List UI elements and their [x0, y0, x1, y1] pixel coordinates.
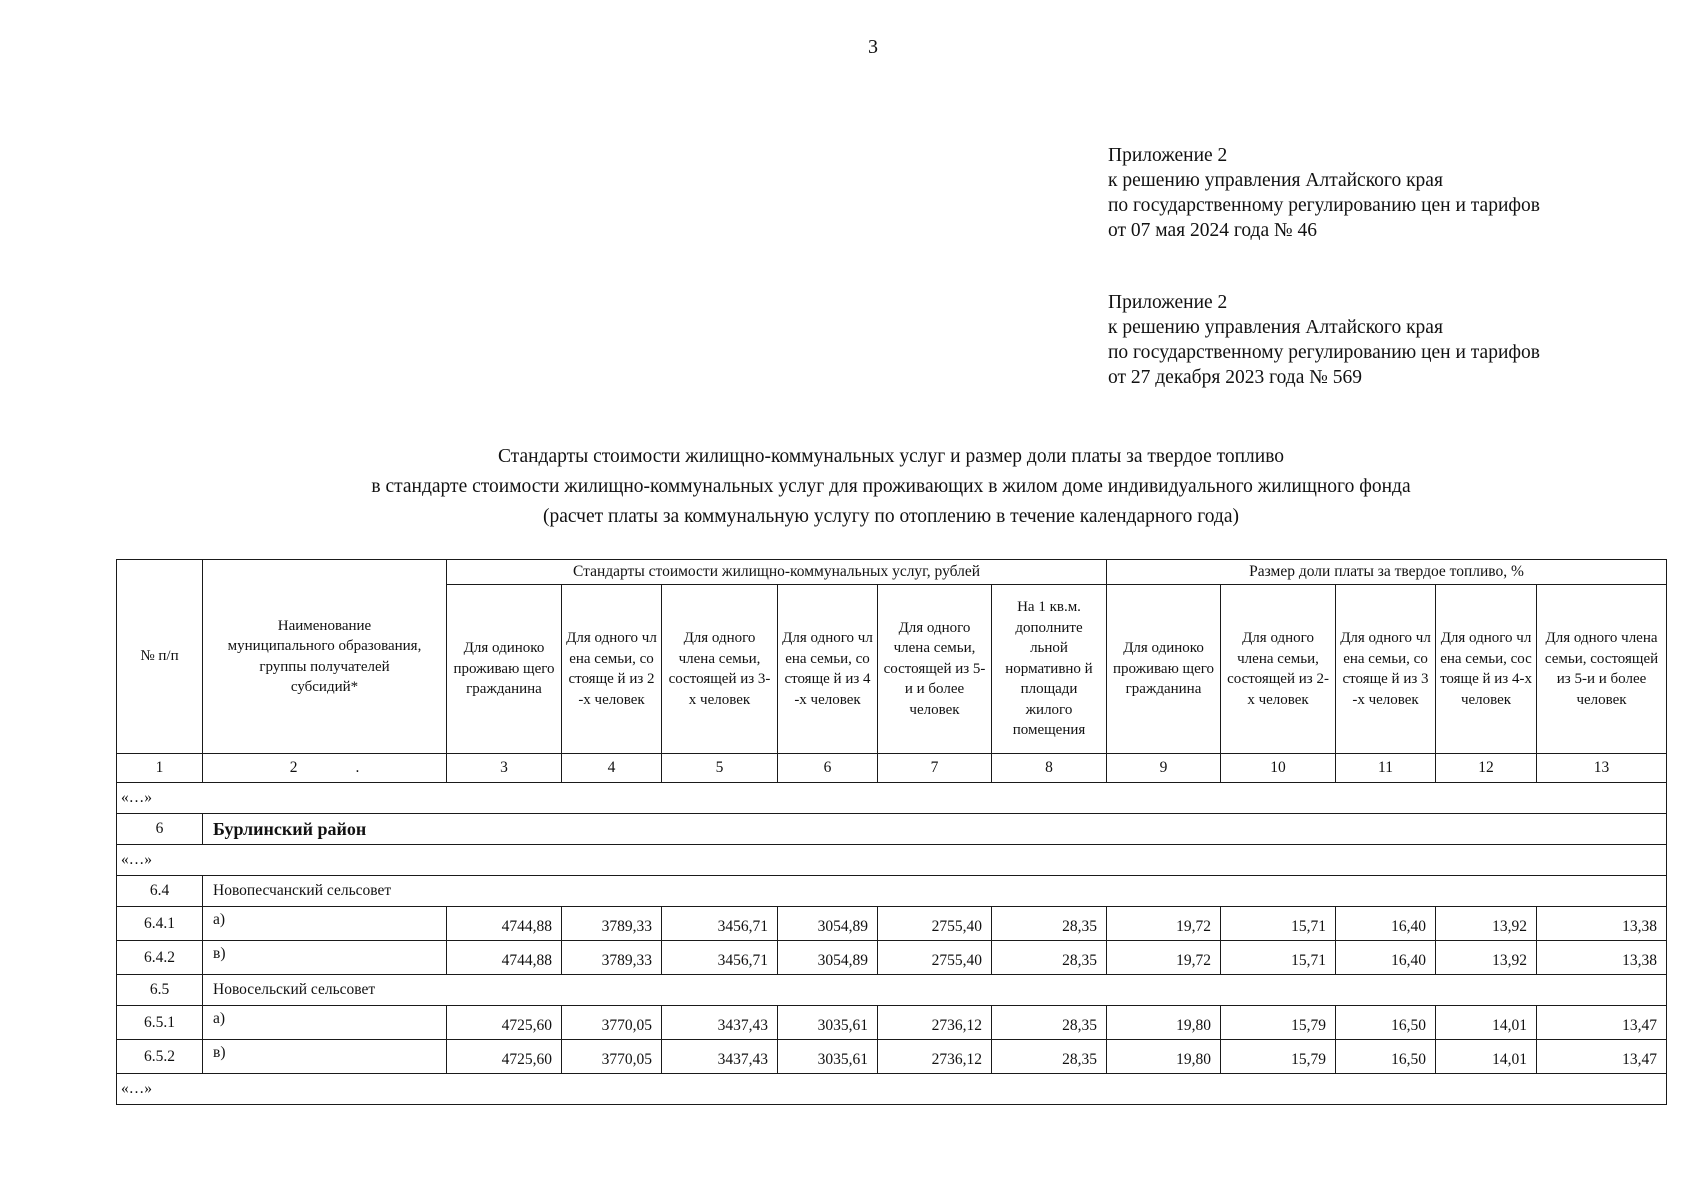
- column-number: 11: [1336, 754, 1436, 783]
- value-cell: 3789,33: [562, 941, 662, 975]
- header-col-13: Для одного члена семьи, состоящей из 5-и и более человек: [1537, 585, 1667, 754]
- column-number: 3: [447, 754, 562, 783]
- ellipsis: «…»: [117, 1074, 1667, 1105]
- header-col-9: Для одиноко проживаю щего гражданина: [1107, 585, 1221, 754]
- ellipsis: «…»: [117, 783, 1667, 814]
- page-number: 3: [868, 36, 878, 58]
- value-cell: 14,01: [1436, 1040, 1537, 1074]
- table-row: [117, 907, 1667, 941]
- column-number: 5: [662, 754, 778, 783]
- ellipsis-row: [117, 783, 1667, 814]
- value-cell: 3035,61: [778, 1040, 878, 1074]
- section-rowno: 6.5: [117, 975, 203, 1006]
- value-cell: 3789,33: [562, 907, 662, 941]
- column-number-mark: .: [355, 759, 360, 776]
- value-cell: 4725,60: [447, 1006, 562, 1040]
- header-col-5: Для одного члена семьи, состоящей из 3-х человек: [662, 585, 778, 754]
- value-cell: 3770,05: [562, 1006, 662, 1040]
- value-cell: 28,35: [992, 907, 1107, 941]
- row-number: 6.4.1: [117, 907, 203, 941]
- appendix-previous-line-3: по государственному регулированию цен и тарифов: [1108, 342, 1540, 363]
- column-number: 1: [117, 754, 203, 783]
- value-cell: 2755,40: [878, 941, 992, 975]
- row-number: 6.4.2: [117, 941, 203, 975]
- value-cell: 2736,12: [878, 1006, 992, 1040]
- value-cell: 13,38: [1537, 907, 1667, 941]
- table-row: [117, 1006, 1667, 1040]
- value-cell: 28,35: [992, 1040, 1107, 1074]
- ellipsis: «…»: [117, 845, 1667, 876]
- header-group-standards: Стандарты стоимости жилищно-коммунальных услуг, рублей: [447, 560, 1107, 585]
- district-row: [117, 814, 1667, 845]
- value-cell: 15,79: [1221, 1040, 1336, 1074]
- column-number: 13: [1537, 754, 1667, 783]
- value-cell: 28,35: [992, 1006, 1107, 1040]
- column-number: 4: [562, 754, 662, 783]
- value-cell: 3456,71: [662, 941, 778, 975]
- value-cell: 2755,40: [878, 907, 992, 941]
- header-name: Наименование муниципального образования, группы получателей субсидий*: [203, 560, 447, 754]
- header-rowno: № п/п: [117, 560, 203, 754]
- value-cell: 19,72: [1107, 907, 1221, 941]
- appendix-previous: [1108, 290, 1668, 390]
- section-name: Новосельский сельсовет: [203, 975, 1667, 1006]
- district-name: Бурлинский район: [203, 814, 1667, 845]
- section-row: [117, 876, 1667, 907]
- column-number: 7: [878, 754, 992, 783]
- recipient-group: в): [203, 1040, 447, 1074]
- appendix-previous-line-1: Приложение 2: [1108, 292, 1228, 313]
- title-line-3: (расчет платы за коммунальную услугу по отоплению в течение календарного года): [543, 506, 1239, 527]
- value-cell: 13,38: [1537, 941, 1667, 975]
- value-cell: 16,50: [1336, 1040, 1436, 1074]
- appendix-previous-line-4: от 27 декабря 2023 года № 569: [1108, 367, 1362, 388]
- value-cell: 13,92: [1436, 907, 1537, 941]
- value-cell: 13,92: [1436, 941, 1537, 975]
- value-cell: 19,80: [1107, 1006, 1221, 1040]
- value-cell: 16,50: [1336, 1006, 1436, 1040]
- appendix-current-line-4: от 07 мая 2024 года № 46: [1108, 220, 1317, 241]
- ellipsis-row: [117, 1074, 1667, 1105]
- value-cell: 4744,88: [447, 941, 562, 975]
- header-col-10: Для одного члена семьи, состоящей из 2-х человек: [1221, 585, 1336, 754]
- appendix-current: [1108, 143, 1668, 243]
- column-number: 8: [992, 754, 1107, 783]
- recipient-group: а): [203, 907, 447, 941]
- appendix-previous-line-2: к решению управления Алтайского края: [1108, 317, 1443, 338]
- column-number: 12: [1436, 754, 1537, 783]
- value-cell: 2736,12: [878, 1040, 992, 1074]
- column-number: 10: [1221, 754, 1336, 783]
- recipient-group: а): [203, 1006, 447, 1040]
- value-cell: 3437,43: [662, 1040, 778, 1074]
- section-row: [117, 975, 1667, 1006]
- column-number: 2 .: [203, 754, 447, 783]
- row-number: 6.5.1: [117, 1006, 203, 1040]
- value-cell: 4725,60: [447, 1040, 562, 1074]
- appendix-current-line-2: к решению управления Алтайского края: [1108, 170, 1443, 191]
- recipient-group: в): [203, 941, 447, 975]
- value-cell: 19,80: [1107, 1040, 1221, 1074]
- value-cell: 16,40: [1336, 941, 1436, 975]
- value-cell: 28,35: [992, 941, 1107, 975]
- appendix-current-line-3: по государственному регулированию цен и тарифов: [1108, 195, 1540, 216]
- title-line-1: Стандарты стоимости жилищно-коммунальных услуг и размер доли платы за твердое топливо: [497, 446, 1285, 467]
- value-cell: 16,40: [1336, 907, 1436, 941]
- table-row: [117, 1040, 1667, 1074]
- column-number-row: [117, 754, 1667, 783]
- section-name: Новопесчанский сельсовет: [203, 876, 1667, 907]
- document-title: [117, 442, 1665, 532]
- value-cell: 3456,71: [662, 907, 778, 941]
- header-col-3: Для одиноко проживаю щего гражданина: [447, 585, 562, 754]
- value-cell: 13,47: [1537, 1006, 1667, 1040]
- value-cell: 3054,89: [778, 941, 878, 975]
- header-col-4: Для одного члена семьи, состояще й из 2-х человек: [562, 585, 662, 754]
- header-col-11: Для одного члена семьи, состояще й из 3-х человек: [1336, 585, 1436, 754]
- district-rowno: 6: [117, 814, 203, 845]
- header-group-fuel-share: Размер доли платы за твердое топливо, %: [1107, 560, 1667, 585]
- value-cell: 15,71: [1221, 941, 1336, 975]
- value-cell: 13,47: [1537, 1040, 1667, 1074]
- value-cell: 19,72: [1107, 941, 1221, 975]
- header-col-12: Для одного члена семьи, состояще й из 4-х человек: [1436, 585, 1537, 754]
- value-cell: 15,71: [1221, 907, 1336, 941]
- value-cell: 3770,05: [562, 1040, 662, 1074]
- value-cell: 3054,89: [778, 907, 878, 941]
- table-row: [117, 941, 1667, 975]
- value-cell: 15,79: [1221, 1006, 1336, 1040]
- title-line-2: в стандарте стоимости жилищно-коммунальных услуг для проживающих в жилом доме индивидуального жилищного фонда: [371, 476, 1411, 497]
- value-cell: 14,01: [1436, 1006, 1537, 1040]
- column-number: 9: [1107, 754, 1221, 783]
- column-number: 6: [778, 754, 878, 783]
- header-col-6: Для одного члена семьи, состояще й из 4-х человек: [778, 585, 878, 754]
- header-group-row: [117, 560, 1667, 585]
- header-col-8: На 1 кв.м. дополните льной нормативно й площади жилого помещения: [992, 585, 1107, 754]
- tariff-table: [116, 559, 1667, 1105]
- row-number: 6.5.2: [117, 1040, 203, 1074]
- ellipsis-row: [117, 845, 1667, 876]
- header-col-7: Для одного члена семьи, состоящей из 5-и и более человек: [878, 585, 992, 754]
- value-cell: 3437,43: [662, 1006, 778, 1040]
- value-cell: 3035,61: [778, 1006, 878, 1040]
- section-rowno: 6.4: [117, 876, 203, 907]
- appendix-current-line-1: Приложение 2: [1108, 145, 1228, 166]
- value-cell: 4744,88: [447, 907, 562, 941]
